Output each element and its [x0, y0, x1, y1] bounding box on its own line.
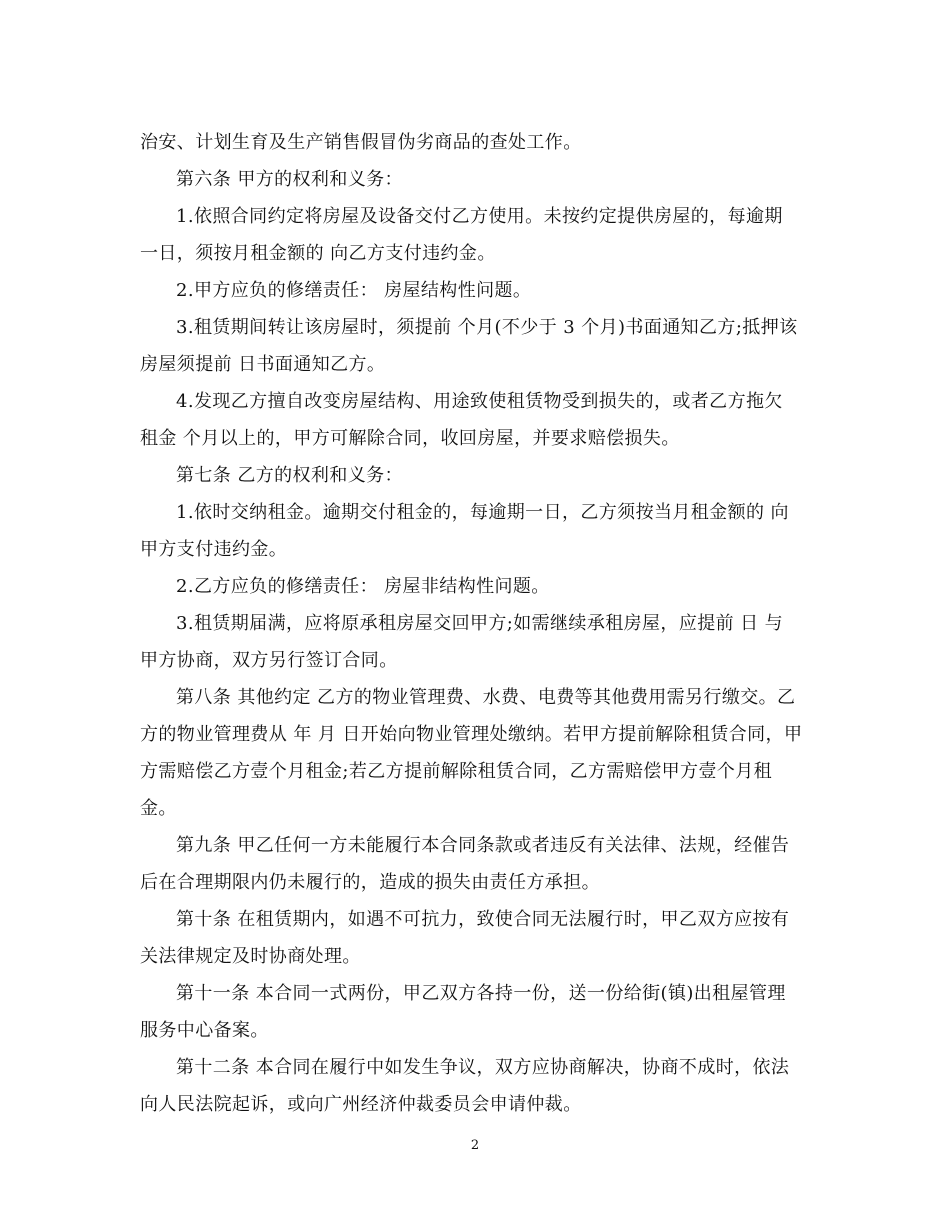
- body-line: 4.发现乙方擅自改变房屋结构、用途致使租赁物受到损失的，或者乙方拖欠: [176, 391, 783, 412]
- body-line: 方的物业管理费从 年 月 日开始向物业管理处缴纳。若甲方提前解除租赁合同，甲: [140, 724, 803, 745]
- page-number: 2: [470, 1138, 480, 1153]
- body-line: 治安、计划生育及生产销售假冒伪劣商品的查处工作。: [140, 132, 582, 153]
- body-line: 1.依时交纳租金。逾期交付租金的，每逾期一日，乙方须按当月租金额的 向: [176, 502, 789, 523]
- article-11-paragraph: 第十一条 本合同一式两份，甲乙双方各持一份，送一份给街(镇)出租屋管理: [176, 983, 786, 1004]
- article-10-paragraph: 第十条 在租赁期内，如遇不可抗力，致使合同无法履行时，甲乙双方应按有: [176, 909, 790, 930]
- body-line: 3.租赁期间转让该房屋时，须提前 个月(不少于 3 个月)书面通知乙方;抵押该: [176, 317, 798, 338]
- body-line: 房屋须提前 日书面通知乙方。: [140, 354, 386, 375]
- body-line: 后在合理期限内仍未履行的，造成的损失由责任方承担。: [140, 872, 600, 893]
- body-line: 1.依照合同约定将房屋及设备交付乙方使用。未按约定提供房屋的，每逾期: [176, 206, 783, 227]
- article-7-heading: 第七条 乙方的权利和义务：: [176, 465, 403, 486]
- body-line: 金。: [140, 798, 177, 819]
- body-line: 2.乙方应负的修缮责任： 房屋非结构性问题。: [176, 576, 550, 597]
- article-12-paragraph: 第十二条 本合同在履行中如发生争议，双方应协商解决，协商不成时，依法: [176, 1057, 790, 1078]
- body-line: 甲方支付违约金。: [140, 539, 288, 560]
- body-line: 一日，须按月租金额的 向乙方支付违约金。: [140, 243, 496, 264]
- body-line: 3.租赁期届满，应将原承租房屋交回甲方;如需继续承租房屋，应提前 日 与: [176, 613, 784, 634]
- body-line: 2.甲方应负的修缮责任： 房屋结构性问题。: [176, 280, 532, 301]
- article-6-heading: 第六条 甲方的权利和义务：: [176, 169, 403, 190]
- article-8-paragraph: 第八条 其他约定 乙方的物业管理费、水费、电费等其他费用需另行缴交。乙: [176, 687, 796, 708]
- body-line: 方需赔偿乙方壹个月租金;若乙方提前解除租赁合同，乙方需赔偿甲方壹个月租: [140, 761, 773, 782]
- body-line: 关法律规定及时协商处理。: [140, 946, 361, 967]
- body-line: 向人民法院起诉，或向广州经济仲裁委员会申请仲裁。: [140, 1094, 582, 1115]
- body-line: 租金 个月以上的，甲方可解除合同，收回房屋，并要求赔偿损失。: [140, 428, 680, 449]
- body-line: 甲方协商，双方另行签订合同。: [140, 650, 398, 671]
- article-9-paragraph: 第九条 甲乙任何一方未能履行本合同条款或者违反有关法律、法规，经催告: [176, 835, 790, 856]
- body-line: 服务中心备案。: [140, 1020, 269, 1041]
